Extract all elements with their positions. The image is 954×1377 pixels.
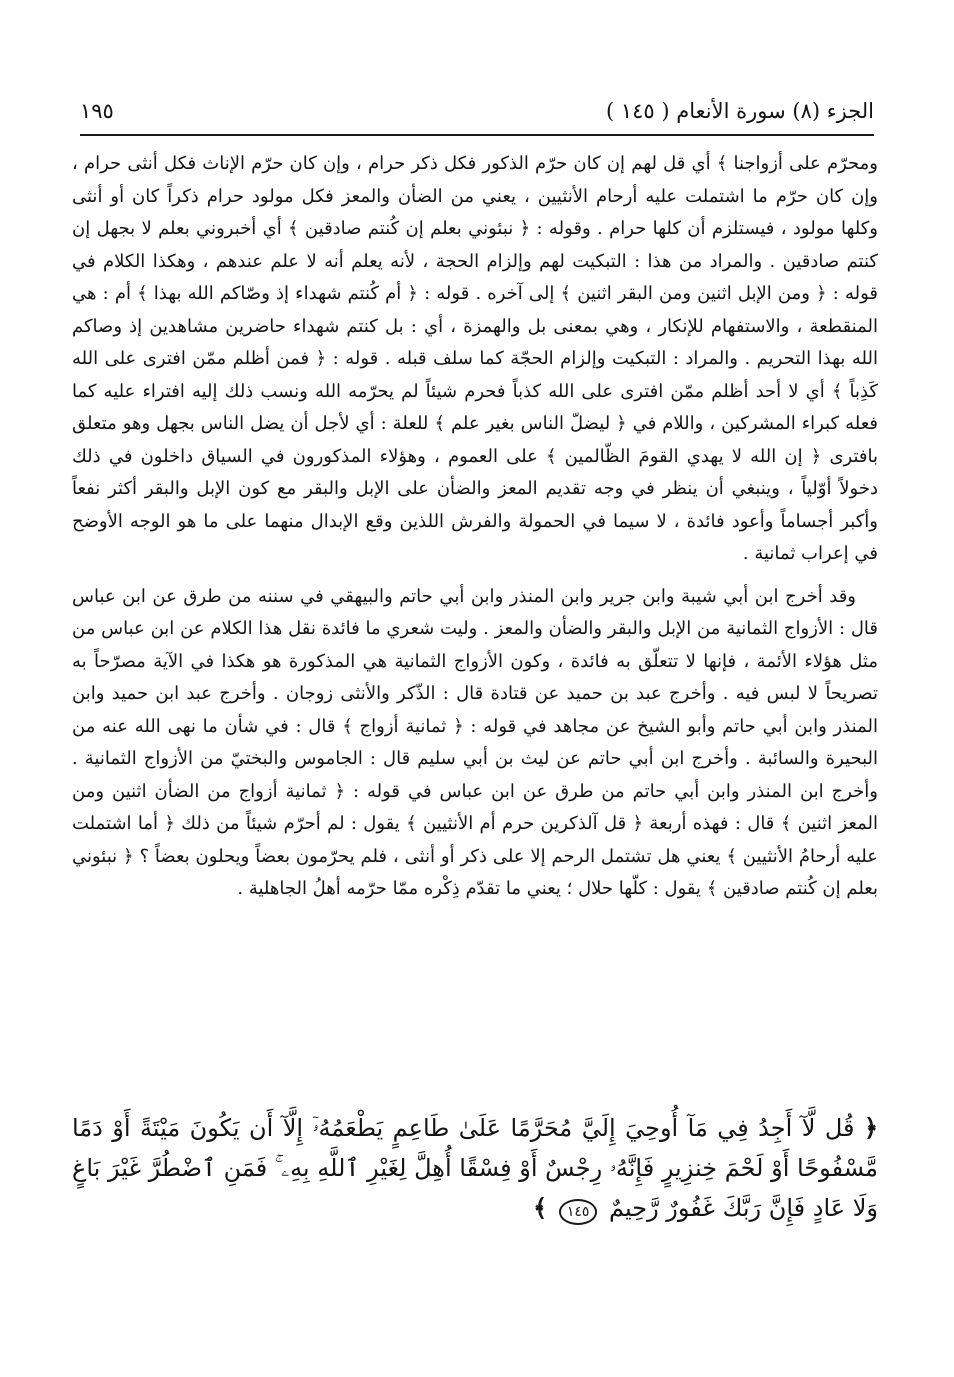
- page-number: ١٩٥: [80, 99, 114, 123]
- verse-number-medallion: ١٤٥: [559, 1199, 598, 1225]
- header-rule: [80, 134, 874, 136]
- quran-verse: [72, 1108, 878, 1228]
- commentary-body: [72, 148, 878, 906]
- verse-open-bracket: ﴿: [863, 1114, 878, 1142]
- commentary-paragraph: ومحرّم على أزواجنا ﴾ أي قل لهم إن كان حرّم الذكور فكل ذكر حرام ، وإن كان حرّم الإناث فكل أنثى حرام ، وإن كان حرّم ما اشتملت عليه أرحام الأنثيين ، يعني من الضأن والمعز فكل مولود حرام ذكراً كان أو أنثى وكلها مولود ، فيستلزم أن كلها حرام . وقوله : ﴿ نبئوني بعلم إن كُنتم صادقين ﴾ أي أخبروني بعلم لا بجهل إن كنتم صادقين . والمراد من هذا : التبكيت لهم وإلزام الحجة ، لأنه يعلم أنه لا علم عندهم ، وهكذا الكلام في قوله : ﴿ ومن الإبل اثنين ومن البقر اثنين ﴾ إلى آخره . قوله : ﴿ أم كُنتم شهداء إذ وصّاكم الله بهذا ﴾ أم : هي المنقطعة ، والاستفهام للإنكار ، وهي بمعنى بل والهمزة ، أي : بل كنتم شهداء حاضرين مشاهدين إذ وصاكم الله بهذا التحريم . والمراد : التبكيت وإلزام الحجّة كما سلف قبله . قوله : ﴿ فمن أظلم ممّن افترى على الله كَذِباً ﴾ أي لا أحد أظلم ممّن افترى على الله كذباً فحرم شيئاً لم يحرّمه الله ونسب ذلك إليه افتراء عليه كما فعله كبراء المشركين ، واللام في ﴿ ليضلّ الناس بغير علم ﴾ للعلة : أي لأجل أن يضل الناس بجهل وهو متعلق بافترى ﴿ إن الله لا يهدي القومَ الظّالمين ﴾ على العموم ، وهؤلاء المذكورون في السياق داخلون في ذلك دخولاً أوّلياً ، وينبغي أن ينظر في وجه تقديم المعز والضأن على الإبل والبقر مع كون الإبل والبقر أكثر نفعاً وأكبر أجساماً وأعود فائدة ، لا سيما في الحمولة والفرش اللذين وقع الإبدال منهما على ما هو الوجه الأوضح في إعراب ثمانية .: [72, 153, 878, 564]
- narration-paragraph: وقد أخرج ابن أبي شيبة وابن جرير وابن المنذر وابن أبي حاتم والبيهقي في سننه من طرق عن ابن عباس قال : الأزواج الثمانية من الإبل والبقر والضأن والمعز . وليت شعري ما فائدة نقل هذا الكلام عن ابن عباس من مثل هؤلاء الأئمة ، فإنها لا تتعلّق به فائدة ، وكون الأزواج الثمانية هي المذكورة هو هكذا في الآية مصرّحاً به تصريحاً لا لبس فيه . وأخرج عبد بن حميد عن قتادة قال : الذّكر والأنثى زوجان . وأخرج عبد ابن حميد وابن المنذر وابن أبي حاتم وأبو الشيخ عن مجاهد في قوله : ﴿ ثمانية أزواج ﴾ قال : في شأن ما نهى الله عنه من البحيرة والسائبة . وأخرج ابن أبي حاتم عن ليث بن أبي سليم قال : الجاموس والبختيّ من الأزواج الثمانية . وأخرج ابن المنذر وابن أبي حاتم من طرق عن ابن عباس في قوله : ﴿ ثمانية أزواج من الضأن اثنين ومن المعز اثنين ﴾ قال : فهذه أربعة ﴿ قل آلذكرين حرم أم الأنثيين ﴾ يقول : لم أحرّم شيئاً من ذلك ﴿ أما اشتملت عليه أرحامُ الأنثيين ﴾ يعني هل تشتمل الرحم إلا على ذكر أو أنثى ، فلم يحرّمون بعضاً ويحلون بعضاً ؟ ﴿ نبئوني بعلم إن كُنتم صادقين ﴾ يقول : كلّها حلال ؛ يعني ما تقدّم ذِكْره ممّا حرّمه أهلُ الجاهلية .: [72, 585, 878, 899]
- verse-text: قُل لَّآ أَجِدُ فِي مَآ أُوحِيَ إِلَيَّ مُحَرَّمًا عَلَىٰ طَاعِمٍ يَطْعَمُهُۥٓ إِلَّآ أَن يَكُونَ مَيْتَةً أَوْ دَمًا مَّسْفُوحًا أَوْ لَحْمَ خِنزِيرٍ فَإِنَّهُۥ رِجْسٌ أَوْ فِسْقًا أُهِلَّ لِغَيْرِ ٱللَّهِ بِهِۦ ۚ فَمَنِ ٱضْطُرَّ غَيْرَ بَاغٍ وَلَا عَادٍ فَإِنَّ رَبَّكَ غَفُورٌ رَّحِيمٌ: [72, 1114, 878, 1222]
- verse-close-bracket: ﴾: [533, 1194, 548, 1222]
- page-header: [80, 94, 874, 128]
- running-title: الجزء (٨) سورة الأنعام ( ١٤٥ ): [606, 99, 874, 123]
